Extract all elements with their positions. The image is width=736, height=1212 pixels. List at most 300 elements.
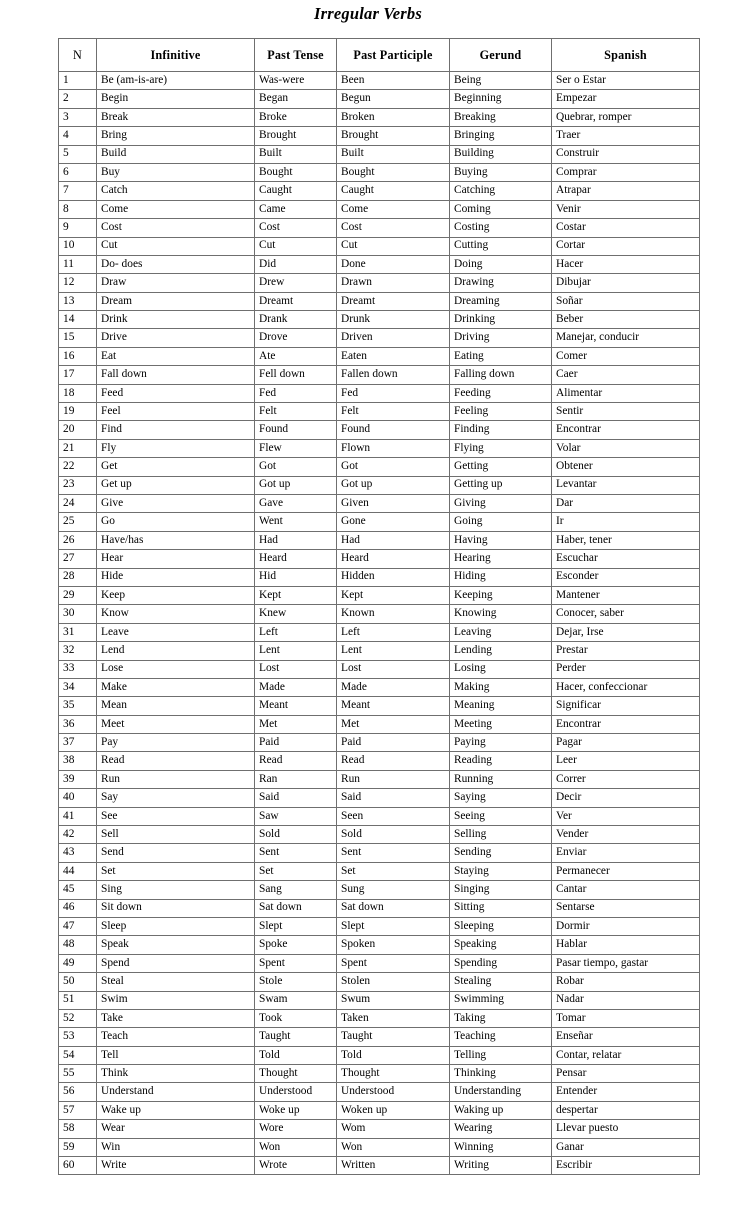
cell-past-participle: Brought [337,127,450,145]
cell-infinitive: Be (am-is-are) [97,72,255,90]
table-row [59,623,700,641]
table-row [59,329,700,347]
cell-infinitive: Speak [97,936,255,954]
cell-number: 58 [59,1120,97,1138]
cell-infinitive: Sell [97,826,255,844]
cell-past-participle: Fallen down [337,366,450,384]
cell-gerund: Catching [450,182,552,200]
cell-number: 13 [59,292,97,310]
cell-infinitive: Get up [97,476,255,494]
cell-past-participle: Told [337,1046,450,1064]
cell-past-tense: Taught [255,1028,337,1046]
table-row [59,1009,700,1027]
cell-infinitive: Run [97,770,255,788]
cell-past-participle: Set [337,862,450,880]
cell-gerund: Writing [450,1157,552,1175]
table-row [59,550,700,568]
cell-spanish: Hablar [552,936,700,954]
cell-past-tense: Said [255,789,337,807]
cell-spanish: Pagar [552,734,700,752]
table-row [59,1120,700,1138]
cell-number: 24 [59,494,97,512]
cell-past-tense: Told [255,1046,337,1064]
cell-number: 16 [59,347,97,365]
cell-past-participle: Won [337,1138,450,1156]
table-row [59,458,700,476]
table-row [59,1028,700,1046]
cell-past-tense: Cost [255,219,337,237]
cell-gerund: Waking up [450,1101,552,1119]
cell-past-tense: Bought [255,163,337,181]
cell-number: 1 [59,72,97,90]
cell-past-participle: Done [337,255,450,273]
cell-number: 6 [59,163,97,181]
cell-spanish: Hacer, confeccionar [552,678,700,696]
cell-past-tense: Kept [255,586,337,604]
cell-past-tense: Woke up [255,1101,337,1119]
cell-spanish: Hacer [552,255,700,273]
table-row [59,311,700,329]
table-row [59,347,700,365]
cell-gerund: Winning [450,1138,552,1156]
cell-number: 31 [59,623,97,641]
table-row [59,568,700,586]
table-row [59,1138,700,1156]
cell-infinitive: Steal [97,973,255,991]
cell-infinitive: Swim [97,991,255,1009]
table-row [59,72,700,90]
cell-number: 20 [59,421,97,439]
cell-past-tense: Had [255,531,337,549]
cell-infinitive: Catch [97,182,255,200]
cell-number: 53 [59,1028,97,1046]
cell-number: 54 [59,1046,97,1064]
table-row [59,936,700,954]
cell-gerund: Stealing [450,973,552,991]
cell-past-participle: Sat down [337,899,450,917]
table-row [59,734,700,752]
table-row [59,421,700,439]
cell-past-participle: Driven [337,329,450,347]
page-title: Irregular Verbs [314,4,422,23]
cell-spanish: Conocer, saber [552,605,700,623]
cell-past-participle: Sung [337,881,450,899]
cell-gerund: Finding [450,421,552,439]
cell-spanish: Sentarse [552,899,700,917]
cell-gerund: Lending [450,642,552,660]
cell-spanish: Levantar [552,476,700,494]
cell-gerund: Keeping [450,586,552,604]
cell-infinitive: Send [97,844,255,862]
cell-gerund: Getting [450,458,552,476]
cell-past-tense: Got up [255,476,337,494]
cell-infinitive: Lend [97,642,255,660]
cell-past-tense: Paid [255,734,337,752]
table-row [59,1046,700,1064]
cell-gerund: Running [450,770,552,788]
table-row [59,642,700,660]
cell-spanish: Encontrar [552,715,700,733]
cell-spanish: Perder [552,660,700,678]
cell-spanish: Volar [552,439,700,457]
table-row [59,90,700,108]
cell-gerund: Drawing [450,274,552,292]
cell-spanish: Vender [552,826,700,844]
table-row [59,255,700,273]
column-header-n: N [59,39,97,72]
cell-spanish: Ganar [552,1138,700,1156]
table-row [59,182,700,200]
cell-spanish: Permanecer [552,862,700,880]
cell-gerund: Costing [450,219,552,237]
cell-gerund: Bringing [450,127,552,145]
table-row [59,862,700,880]
cell-infinitive: Lose [97,660,255,678]
cell-gerund: Doing [450,255,552,273]
table-row [59,384,700,402]
cell-gerund: Feeding [450,384,552,402]
table-row [59,770,700,788]
cell-gerund: Dreaming [450,292,552,310]
cell-infinitive: Break [97,108,255,126]
cell-gerund: Seeing [450,807,552,825]
table-row [59,917,700,935]
cell-number: 26 [59,531,97,549]
cell-number: 33 [59,660,97,678]
cell-spanish: Venir [552,200,700,218]
cell-infinitive: Drink [97,311,255,329]
cell-past-participle: Slept [337,917,450,935]
cell-past-participle: Had [337,531,450,549]
cell-gerund: Sitting [450,899,552,917]
cell-past-tense: Heard [255,550,337,568]
cell-infinitive: Bring [97,127,255,145]
cell-number: 60 [59,1157,97,1175]
cell-infinitive: Find [97,421,255,439]
cell-gerund: Thinking [450,1065,552,1083]
cell-past-participle: Cost [337,219,450,237]
table-row [59,494,700,512]
cell-past-participle: Found [337,421,450,439]
cell-spanish: Nadar [552,991,700,1009]
cell-infinitive: Feed [97,384,255,402]
cell-gerund: Understanding [450,1083,552,1101]
cell-infinitive: Eat [97,347,255,365]
cell-spanish: Soñar [552,292,700,310]
cell-number: 40 [59,789,97,807]
cell-infinitive: Take [97,1009,255,1027]
cell-infinitive: Read [97,752,255,770]
cell-gerund: Making [450,678,552,696]
cell-infinitive: Write [97,1157,255,1175]
cell-spanish: Ver [552,807,700,825]
cell-number: 48 [59,936,97,954]
cell-infinitive: Fly [97,439,255,457]
table-row [59,1101,700,1119]
cell-past-participle: Written [337,1157,450,1175]
cell-spanish: Entender [552,1083,700,1101]
irregular-verbs-table-container [58,38,671,1175]
table-row [59,439,700,457]
cell-past-participle: Come [337,200,450,218]
table-row [59,844,700,862]
cell-gerund: Leaving [450,623,552,641]
cell-past-tense: Sang [255,881,337,899]
cell-past-participle: Lent [337,642,450,660]
cell-infinitive: Set [97,862,255,880]
cell-gerund: Selling [450,826,552,844]
cell-past-tense: Dreamt [255,292,337,310]
table-row [59,513,700,531]
cell-number: 57 [59,1101,97,1119]
cell-past-participle: Dreamt [337,292,450,310]
cell-past-tense: Ran [255,770,337,788]
cell-spanish: Robar [552,973,700,991]
table-row [59,605,700,623]
cell-past-tense: Thought [255,1065,337,1083]
cell-number: 38 [59,752,97,770]
cell-past-participle: Thought [337,1065,450,1083]
cell-gerund: Staying [450,862,552,880]
cell-past-tense: Drove [255,329,337,347]
cell-infinitive: Teach [97,1028,255,1046]
cell-spanish: Caer [552,366,700,384]
cell-infinitive: Do- does [97,255,255,273]
cell-spanish: Dormir [552,917,700,935]
table-row [59,807,700,825]
cell-past-tense: Met [255,715,337,733]
table-row [59,586,700,604]
cell-gerund: Knowing [450,605,552,623]
cell-gerund: Paying [450,734,552,752]
cell-gerund: Swimming [450,991,552,1009]
cell-past-participle: Known [337,605,450,623]
table-row [59,954,700,972]
cell-past-participle: Built [337,145,450,163]
cell-spanish: Pensar [552,1065,700,1083]
cell-infinitive: Cut [97,237,255,255]
cell-infinitive: See [97,807,255,825]
cell-past-participle: Drunk [337,311,450,329]
cell-past-tense: Built [255,145,337,163]
cell-past-tense: Sat down [255,899,337,917]
cell-infinitive: Spend [97,954,255,972]
table-row [59,991,700,1009]
table-row [59,1083,700,1101]
cell-number: 27 [59,550,97,568]
cell-past-participle: Wom [337,1120,450,1138]
cell-number: 49 [59,954,97,972]
cell-gerund: Going [450,513,552,531]
cell-past-tense: Brought [255,127,337,145]
cell-gerund: Falling down [450,366,552,384]
cell-past-tense: Read [255,752,337,770]
cell-past-tense: Stole [255,973,337,991]
cell-past-tense: Found [255,421,337,439]
cell-past-participle: Said [337,789,450,807]
cell-spanish: Significar [552,697,700,715]
cell-spanish: Leer [552,752,700,770]
cell-spanish: Comer [552,347,700,365]
cell-past-tense: Set [255,862,337,880]
cell-number: 14 [59,311,97,329]
cell-spanish: Manejar, conducir [552,329,700,347]
cell-past-participle: Understood [337,1083,450,1101]
cell-gerund: Wearing [450,1120,552,1138]
cell-spanish: Tomar [552,1009,700,1027]
table-body [59,72,700,1175]
table-header-row [59,39,700,72]
cell-past-participle: Fed [337,384,450,402]
cell-past-tense: Slept [255,917,337,935]
cell-gerund: Meaning [450,697,552,715]
table-row [59,108,700,126]
cell-infinitive: Begin [97,90,255,108]
cell-spanish: Quebrar, romper [552,108,700,126]
cell-past-tense: Did [255,255,337,273]
cell-spanish: Haber, tener [552,531,700,549]
cell-infinitive: Sleep [97,917,255,935]
cell-past-tense: Spoke [255,936,337,954]
cell-number: 42 [59,826,97,844]
table-row [59,163,700,181]
cell-gerund: Building [450,145,552,163]
cell-spanish: Encontrar [552,421,700,439]
cell-infinitive: Come [97,200,255,218]
cell-spanish: Comprar [552,163,700,181]
cell-infinitive: Build [97,145,255,163]
cell-gerund: Cutting [450,237,552,255]
cell-number: 52 [59,1009,97,1027]
cell-past-tense: Swam [255,991,337,1009]
cell-gerund: Hearing [450,550,552,568]
column-header-spanish: Spanish [552,39,700,72]
cell-spanish: Alimentar [552,384,700,402]
table-row [59,531,700,549]
cell-spanish: Costar [552,219,700,237]
cell-number: 30 [59,605,97,623]
cell-past-tense: Got [255,458,337,476]
cell-spanish: Pasar tiempo, gastar [552,954,700,972]
cell-gerund: Hiding [450,568,552,586]
cell-number: 51 [59,991,97,1009]
cell-past-participle: Broken [337,108,450,126]
cell-past-participle: Begun [337,90,450,108]
cell-infinitive: Fall down [97,366,255,384]
cell-gerund: Reading [450,752,552,770]
cell-spanish: Prestar [552,642,700,660]
cell-spanish: Dibujar [552,274,700,292]
cell-past-participle: Met [337,715,450,733]
cell-number: 4 [59,127,97,145]
cell-number: 10 [59,237,97,255]
cell-spanish: Sentir [552,403,700,421]
table-row [59,219,700,237]
cell-gerund: Beginning [450,90,552,108]
cell-spanish: Cantar [552,881,700,899]
cell-number: 35 [59,697,97,715]
cell-gerund: Buying [450,163,552,181]
cell-gerund: Singing [450,881,552,899]
cell-number: 46 [59,899,97,917]
table-row [59,826,700,844]
table-row [59,881,700,899]
column-header-past-participle: Past Participle [337,39,450,72]
cell-number: 56 [59,1083,97,1101]
cell-number: 37 [59,734,97,752]
cell-number: 2 [59,90,97,108]
cell-past-tense: Understood [255,1083,337,1101]
cell-spanish: Ser o Estar [552,72,700,90]
cell-past-participle: Heard [337,550,450,568]
cell-spanish: Traer [552,127,700,145]
cell-number: 17 [59,366,97,384]
cell-number: 55 [59,1065,97,1083]
cell-spanish: Esconder [552,568,700,586]
cell-past-participle: Kept [337,586,450,604]
cell-number: 15 [59,329,97,347]
cell-past-tense: Meant [255,697,337,715]
cell-past-tense: Saw [255,807,337,825]
cell-infinitive: Pay [97,734,255,752]
cell-past-participle: Spoken [337,936,450,954]
cell-number: 45 [59,881,97,899]
cell-spanish: Enseñar [552,1028,700,1046]
cell-spanish: Dejar, Irse [552,623,700,641]
cell-past-participle: Woken up [337,1101,450,1119]
cell-gerund: Sending [450,844,552,862]
cell-past-participle: Run [337,770,450,788]
column-header-past-tense: Past Tense [255,39,337,72]
cell-past-participle: Flown [337,439,450,457]
cell-number: 44 [59,862,97,880]
cell-infinitive: Get [97,458,255,476]
cell-number: 39 [59,770,97,788]
cell-past-tense: Sold [255,826,337,844]
cell-number: 29 [59,586,97,604]
table-row [59,476,700,494]
cell-past-tense: Drank [255,311,337,329]
cell-past-tense: Lent [255,642,337,660]
cell-infinitive: Dream [97,292,255,310]
table-row [59,789,700,807]
table-row [59,752,700,770]
cell-past-participle: Cut [337,237,450,255]
cell-infinitive: Sing [97,881,255,899]
cell-past-tense: Felt [255,403,337,421]
table-row [59,145,700,163]
cell-infinitive: Keep [97,586,255,604]
cell-number: 7 [59,182,97,200]
cell-infinitive: Win [97,1138,255,1156]
table-row [59,660,700,678]
cell-gerund: Telling [450,1046,552,1064]
cell-number: 9 [59,219,97,237]
cell-past-participle: Sent [337,844,450,862]
cell-infinitive: Make [97,678,255,696]
cell-past-tense: Fed [255,384,337,402]
cell-infinitive: Tell [97,1046,255,1064]
cell-number: 43 [59,844,97,862]
cell-past-participle: Given [337,494,450,512]
cell-gerund: Being [450,72,552,90]
cell-past-tense: Came [255,200,337,218]
cell-past-participle: Read [337,752,450,770]
cell-number: 41 [59,807,97,825]
cell-past-participle: Bought [337,163,450,181]
cell-past-participle: Got up [337,476,450,494]
cell-infinitive: Hide [97,568,255,586]
